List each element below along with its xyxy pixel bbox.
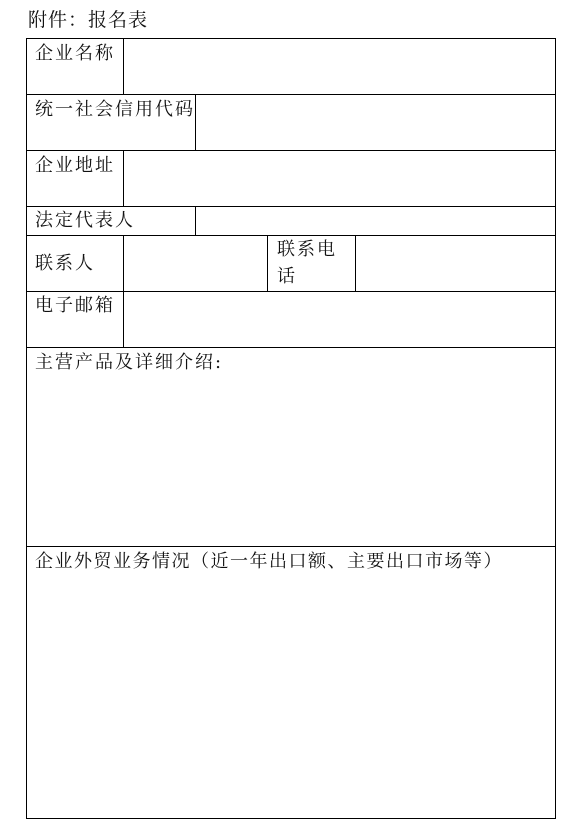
company-name-label: 企业名称 [35,43,115,64]
products-label: 主营产品及详细介绍: [35,352,224,373]
email-field[interactable] [124,292,556,347]
contact-phone-label: 联系电话 [277,239,337,287]
trade-label: 企业外贸业务情况（近一年出口额、主要出口市场等） [35,551,503,572]
column-divider [267,235,268,292]
company-name-field[interactable] [124,39,556,94]
legal-rep-label: 法定代表人 [35,210,135,231]
email-label: 电子邮箱 [35,295,115,316]
document-title: 附件：报名表 [28,9,149,31]
row-divider [27,347,555,348]
company-address-field[interactable] [124,151,556,206]
trade-field[interactable] [27,579,556,819]
credit-code-field[interactable] [196,95,556,150]
legal-rep-field[interactable] [196,207,556,235]
contact-person-label: 联系人 [35,253,95,274]
registration-form [26,38,556,819]
row-divider [27,546,555,547]
contact-phone-field[interactable] [356,236,556,291]
company-address-label: 企业地址 [35,155,115,176]
credit-code-label: 统一社会信用代码 [35,99,195,120]
products-field[interactable] [27,379,556,545]
contact-person-field[interactable] [124,236,267,291]
